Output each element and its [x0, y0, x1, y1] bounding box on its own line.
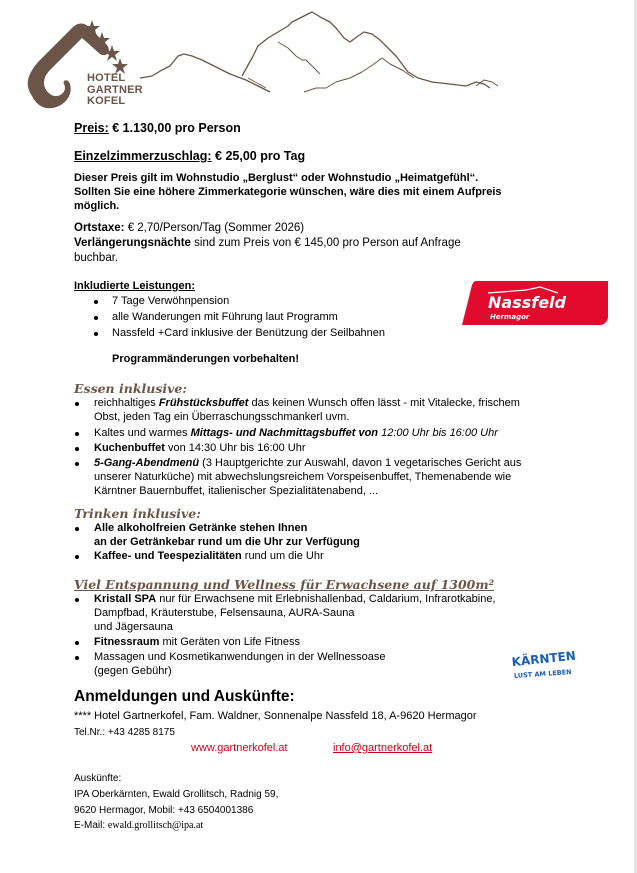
svg-text:Nassfeld: Nassfeld — [488, 293, 566, 312]
text-emphasis: Kaffee- und Teespezialitäten — [94, 550, 242, 562]
drinks-item-coffee — [94, 550, 324, 562]
price-label: Preis: — [74, 121, 109, 135]
svg-text:LUST AM LEBEN: LUST AM LEBEN — [513, 668, 572, 681]
text: rund um die Uhr — [241, 550, 324, 562]
bullet-icon — [75, 462, 79, 466]
drinks-item-softdrinks-cont: an der Getränkebar rund um die Uhr zur Verfügung — [94, 536, 360, 548]
drinks-item-softdrinks: Alle alkoholfreien Getränke stehen Ihnen — [94, 522, 308, 534]
logo-line-hotel: HOTEL — [87, 72, 126, 84]
food-item-cake — [94, 442, 306, 454]
single-supplement-value: € 25,00 pro Tag — [211, 149, 306, 163]
price-note-line: Dieser Preis gilt im Wohnstudio „Berglust“ oder Wohnstudio „Heimatgefühl“. — [74, 172, 479, 184]
info-contact-line: IPA Oberkärnten, Ewald Grollitsch, Radnig 59, — [74, 789, 279, 800]
email-link[interactable]: info@gartnerkofel.at — [333, 742, 433, 754]
text: Kaltes und warmes — [94, 427, 191, 439]
included-item: alle Wanderungen mit Führung laut Programm — [112, 311, 338, 323]
bullet-icon — [94, 332, 98, 336]
wellness-item-spa-cont: Dampfbad, Kräuterstube, Felsensauna, AURA-Sauna — [94, 607, 355, 619]
wellness-heading: Viel Entspannung und Wellness für Erwachsene auf 1300m² — [74, 577, 495, 592]
included-heading: Inkludierte Leistungen: — [74, 280, 196, 292]
info-email-label: E-Mail: — [74, 820, 108, 831]
price-value: € 1.130,00 pro Person — [108, 121, 241, 135]
logo-wordmark — [87, 73, 143, 108]
tourist-tax-value: € 2,70/Person/Tag (Sommer 2026) — [124, 222, 305, 234]
wellness-item-spa-cont: und Jägersauna — [94, 621, 173, 633]
text: von 14:30 Uhr bis 16:00 Uhr — [164, 442, 306, 454]
bullet-icon — [94, 300, 98, 304]
bullet-icon — [75, 447, 79, 451]
single-supplement-label: Einzelzimmerzuschlag: — [74, 149, 212, 163]
hotel-phone: Tel.Nr.: +43 4285 8175 — [74, 727, 175, 738]
bullet-icon — [75, 432, 79, 436]
bullet-icon — [75, 598, 79, 602]
bullet-icon — [75, 555, 79, 559]
text-emphasis: Mittags- und Nachmittagsbuffet von — [190, 427, 379, 439]
text-emphasis: Fitnessraum — [94, 636, 160, 648]
drinks-heading: Trinken inklusive: — [74, 506, 201, 521]
info-label: Auskünfte: — [74, 773, 122, 784]
food-item-dinner-cont: unserer Naturküche) mit abwechslungsreichem Vorspeisenbuffet, Themenabende wie — [94, 471, 512, 483]
included-item: 7 Tage Verwöhnpension — [112, 295, 230, 307]
bullet-icon — [75, 641, 79, 645]
text-italic: 12:00 Uhr bis 16:00 Uhr — [378, 427, 498, 439]
tourist-tax-line — [74, 222, 304, 234]
wellness-item-fitness — [94, 636, 300, 648]
text: das keinen Wunsch offen lässt - mit Vitalecke, frischem — [248, 397, 520, 409]
food-item-dinner — [94, 457, 521, 469]
text-emphasis: 5-Gang-Abendmenü — [94, 457, 200, 469]
contact-heading: Anmeldungen und Auskünfte: — [74, 688, 295, 705]
kaernten-logo-icon — [508, 645, 578, 683]
bullet-icon — [75, 402, 79, 406]
svg-text:Hermagor: Hermagor — [490, 313, 530, 321]
website-link[interactable]: www.gartnerkofel.at — [191, 742, 288, 754]
wellness-item-spa — [94, 593, 496, 605]
text-emphasis: Kuchenbuffet — [94, 442, 165, 454]
tourist-tax-label: Ortstaxe: — [74, 222, 125, 234]
extension-nights-line — [74, 237, 461, 249]
info-email-value: ewald.grollitsch@ipa.at — [107, 820, 204, 831]
wellness-item-massage: Massagen und Kosmetikanwendungen in der Wellnessoase — [94, 651, 386, 663]
food-item-dinner-cont: Kärntner Bauernbuffet, italienischer Spezialitätenabend, ... — [94, 485, 379, 497]
text: nur für Erwachsene mit Erlebnishallenbad, Caldarium, Infrarotkabine, — [156, 593, 496, 605]
hotel-address: **** Hotel Gartnerkofel, Fam. Waldner, Sonnenalpe Nassfeld 18, A-9620 Hermagor — [74, 710, 477, 722]
single-supplement-line — [74, 149, 305, 163]
text-emphasis: Frühstücksbuffet — [158, 397, 249, 409]
extension-nights-label: Verlängerungsnächte — [74, 237, 191, 249]
text: reichhaltiges — [94, 397, 159, 409]
svg-text:KÄRNTEN: KÄRNTEN — [511, 648, 577, 670]
extension-nights-value: sind zum Preis von € 145,00 pro Person auf Anfrage — [190, 237, 461, 249]
included-item: Nassfeld +Card inklusive der Benützung der Seilbahnen — [112, 327, 386, 339]
info-contact-line: 9620 Hermagor, Mobil: +43 6504001386 — [74, 805, 254, 816]
mountain-silhouette-icon — [140, 8, 510, 100]
food-item-lunch — [94, 427, 498, 439]
bullet-icon — [75, 527, 79, 531]
text: (3 Hauptgerichte zur Auswahl, davon 1 vegetarisches Gericht aus — [199, 457, 522, 469]
info-email-line — [74, 820, 203, 831]
text-emphasis: Kristall SPA — [94, 593, 157, 605]
program-change-note: Programmänderungen vorbehalten! — [112, 353, 300, 365]
food-item-breakfast — [94, 397, 520, 409]
logo-line-kofel: KOFEL — [87, 95, 126, 107]
price-note-line: Sollten Sie eine höhere Zimmerkategorie wünschen, wäre dies mit einem Aufpreis — [74, 186, 502, 198]
text: mit Geräten von Life Fitness — [159, 636, 301, 648]
bullet-icon — [94, 316, 98, 320]
price-note-line: möglich. — [74, 200, 120, 212]
nassfeld-logo-icon — [462, 281, 608, 325]
logo-line-gartner: GARTNER — [87, 83, 143, 96]
extension-nights-value-cont: buchbar. — [74, 252, 119, 264]
food-heading: Essen inklusive: — [74, 381, 187, 396]
price-line — [74, 121, 241, 135]
bullet-icon — [75, 656, 79, 660]
food-item-breakfast-cont: Obst, jeden Tag ein Überraschungsschmankerl uvm. — [94, 411, 350, 423]
wellness-item-massage-cont: (gegen Gebühr) — [94, 665, 172, 677]
